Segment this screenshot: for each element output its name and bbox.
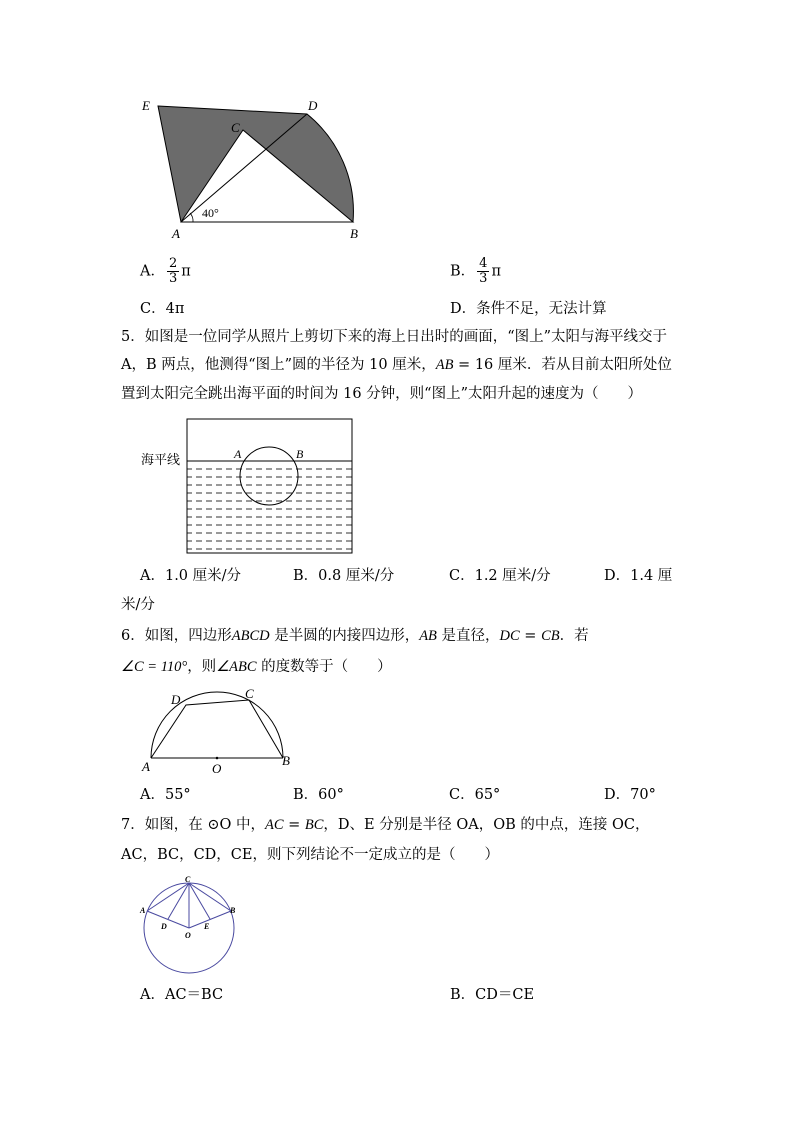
- q7-line2: AC，BC，CD，CE，则下列结论不一定成立的是（ ）: [121, 847, 499, 863]
- q6-arc-cb: CB: [541, 628, 560, 644]
- q7-line-ob: [189, 911, 231, 928]
- q5-line2: [121, 354, 672, 376]
- q5-ab: AB: [435, 357, 454, 373]
- option-prefix: B．: [450, 263, 476, 280]
- q7-line-ce: [189, 883, 210, 919]
- q6-option-a[interactable]: A．55°: [140, 787, 191, 803]
- q5-option-b[interactable]: B．0.8 厘米/分: [293, 568, 395, 584]
- q7-label-o: O: [185, 931, 191, 940]
- fraction: [167, 257, 179, 286]
- q4-label-a: A: [172, 226, 180, 241]
- q7-arc-ac: AC: [264, 817, 284, 833]
- q5-label-a: A: [234, 447, 242, 461]
- q7-option-a[interactable]: A．AC＝BC: [140, 987, 224, 1003]
- q7-text: ，D、E 分别是半径 OA，OB 的中点，连接 OC，: [323, 817, 650, 833]
- q5-option-d-wrap: 米/分: [121, 597, 155, 613]
- q6-ab: AB: [419, 628, 437, 644]
- q5-text: = 16 厘米．若从目前太阳所处位: [453, 357, 672, 373]
- fraction-numerator: 2: [168, 256, 178, 271]
- q6-angle-c: ∠C = 110°: [121, 659, 188, 675]
- q4-figure: [130, 92, 370, 242]
- q6-option-d[interactable]: D．70°: [604, 787, 656, 803]
- q6-label-b: B: [282, 753, 290, 768]
- q6-text: ．若: [559, 628, 589, 644]
- q7-line1: [121, 814, 649, 836]
- q6-line1: [121, 625, 589, 647]
- q4-label-e: E: [142, 98, 150, 113]
- q6-text: 的度数等于（ ）: [256, 659, 392, 675]
- q7-eq: =: [283, 817, 305, 833]
- fraction-numerator: 4: [479, 256, 488, 271]
- q6-angle-abc: ∠ABC: [216, 659, 257, 675]
- q5-option-c[interactable]: C．1.2 厘米/分: [449, 568, 551, 584]
- q7-line-oa: [147, 911, 189, 928]
- option-suffix: π: [181, 263, 191, 280]
- q5-figure: [185, 417, 355, 557]
- q6-text: 是直径，: [436, 628, 500, 644]
- q7-text: 7．如图，在 ⊙O 中，: [121, 817, 265, 833]
- q5-text: A，B 两点，他测得“图上”圆的半径为 10 厘米，: [121, 357, 436, 373]
- q7-arc-bc: BC: [304, 817, 324, 833]
- q6-eq: =: [519, 628, 542, 644]
- q7-line-cd: [168, 883, 189, 919]
- option-suffix: π: [491, 263, 501, 280]
- q4-angle-label: 40°: [202, 206, 219, 220]
- q7-label-a: A: [140, 906, 146, 915]
- q5-option-a[interactable]: A．1.0 厘米/分: [140, 568, 242, 584]
- q5-sea: [187, 461, 352, 553]
- q7-label-b: B: [230, 906, 236, 915]
- q7-line-bc: [189, 883, 231, 911]
- q6-abcd: ABCD: [231, 628, 270, 644]
- option-prefix: A．: [140, 263, 165, 280]
- q4-option-c[interactable]: C．4π: [140, 301, 185, 317]
- q6-label-o: O: [212, 761, 222, 776]
- q6-arc-dc: DC: [499, 628, 520, 644]
- q6-center-dot: [216, 757, 219, 760]
- q6-option-c[interactable]: C．65°: [449, 787, 501, 803]
- q7-label-c: C: [185, 875, 191, 884]
- fraction: [477, 257, 489, 286]
- q7-label-e: E: [204, 922, 210, 931]
- q6-option-b[interactable]: B．60°: [293, 787, 344, 803]
- q4-option-d[interactable]: D．条件不足，无法计算: [450, 301, 607, 317]
- q5-sea-level-label: 海平线: [141, 453, 181, 468]
- q6-figure: [138, 683, 298, 778]
- q4-option-b[interactable]: [450, 257, 501, 286]
- q4-label-d: D: [308, 98, 318, 113]
- q6-line2: [121, 656, 392, 678]
- fraction-denominator: 3: [479, 271, 488, 286]
- q6-text: 是半圆的内接四边形，: [269, 628, 420, 644]
- q6-label-d: D: [171, 692, 181, 707]
- q7-line-ac: [147, 883, 189, 911]
- fraction-denominator: 3: [168, 271, 178, 286]
- q6-text: ，则: [187, 659, 217, 675]
- q5-option-d[interactable]: D．1.4 厘: [604, 568, 673, 584]
- q6-label-c: C: [245, 686, 254, 701]
- q7-figure: [136, 873, 246, 979]
- q4-label-c: C: [231, 120, 240, 135]
- q7-label-d: D: [161, 922, 167, 931]
- q6-label-a: A: [142, 759, 150, 774]
- q6-quadrilateral: [151, 700, 283, 758]
- q5-label-b: B: [296, 447, 304, 461]
- q5-line3: 置到太阳完全跳出海平面的时间为 16 分钟，则“图上”太阳升起的速度为（ ）: [121, 386, 642, 402]
- q7-option-b[interactable]: B．CD＝CE: [450, 987, 535, 1003]
- q6-text: 6．如图，四边形: [121, 628, 232, 644]
- q4-option-a[interactable]: [140, 257, 191, 286]
- q4-label-b: B: [350, 226, 358, 241]
- q5-line1: 5．如图是一位同学从照片上剪切下来的海上日出时的画面，“图上”太阳与海平线交于: [121, 329, 668, 345]
